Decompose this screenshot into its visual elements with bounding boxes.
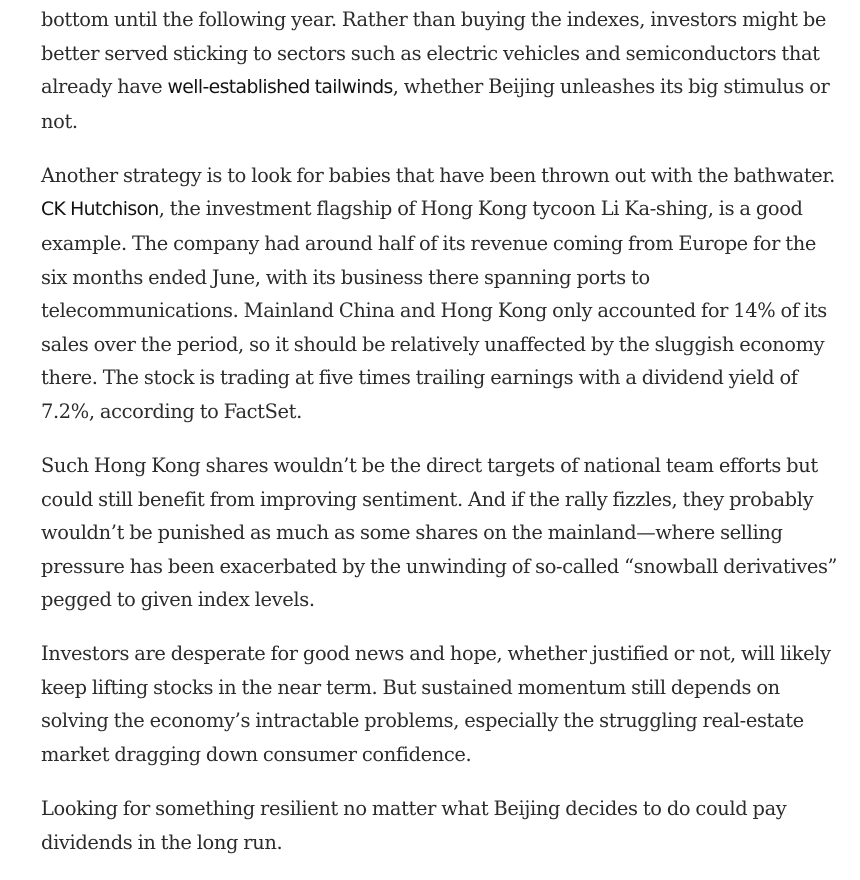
- paragraph-investors-desperate: Investors are desperate for good news and hope, whether justified or not, will likely keep lifting stocks in the near term. But sustained momentum still depends on solving the economy’s intractable problems, especially the struggling real-estate market dragging down consumer confidence.: [41, 642, 831, 767]
- paragraph-text: Another strategy is to look for babies that have been thrown out with the bathwater.: [41, 163, 835, 187]
- link-ck-hutchison[interactable]: CK Hutchison: [41, 199, 159, 221]
- link-well-established-tailwinds[interactable]: well-established tailwinds: [167, 77, 393, 99]
- paragraph-text: , whether Beijing unleashes its big stimulus or not.: [41, 75, 830, 133]
- paragraph-hong-kong-shares: Such Hong Kong shares wouldn’t be the direct targets of national team efforts but could still benefit from improving sentiment. And if the rally fizzles, they probably wouldn’t be punished as much as some shares on the mainland—where selling pressure has been exacerbated by the unwinding of so-called “snowball derivatives” pegged to given index levels.: [41, 453, 838, 612]
- paragraph-ck-hutchison: [41, 159, 841, 429]
- article-body: [41, 3, 841, 880]
- paragraph-sectors: [41, 3, 841, 138]
- paragraph-text: bottom until the following year. Rather than buying the indexes, investors might be better served sticking to sectors such as electric vehicles and semiconductors that already have: [41, 8, 827, 99]
- paragraph-conclusion: Looking for something resilient no matter what Beijing decides to do could pay dividends in the long run.: [41, 797, 787, 854]
- paragraph-text: , the investment flagship of Hong Kong tycoon Li Ka-shing, is a good example. The company had around half of its revenue coming from Europe for the six months ended June, with its business there spanning ports to telecommunications. Mainland China and Hong Kong only accounted for 14% of its sales over the period, so it should be relatively unaffected by the sluggish economy there. The stock is trading at five times trailing earnings with a dividend yield of 7.2%, according to FactSet.: [41, 197, 827, 423]
